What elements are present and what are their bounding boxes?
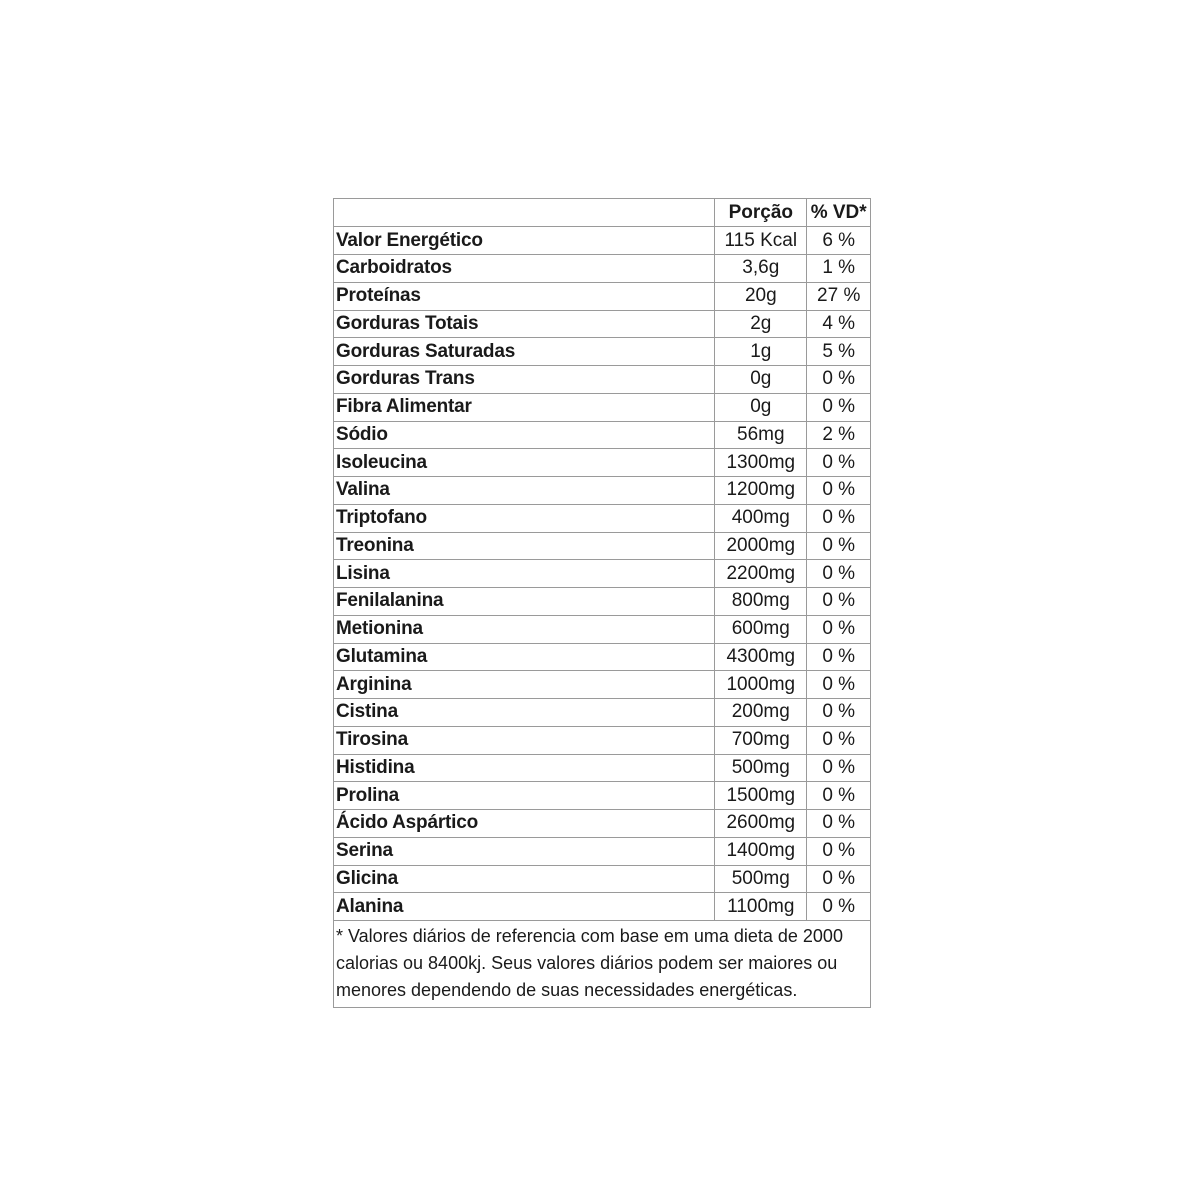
nutrition-facts-table — [333, 198, 871, 1008]
table-row — [334, 810, 870, 838]
table-row — [334, 227, 870, 255]
table-row — [334, 671, 870, 699]
nutrient-name: Metionina — [334, 615, 715, 643]
nutrient-name: Carboidratos — [334, 255, 715, 283]
nutrient-daily-value: 0 % — [807, 366, 870, 394]
nutrient-name: Sódio — [334, 421, 715, 449]
nutrient-daily-value: 0 % — [807, 393, 870, 421]
nutrient-name: Serina — [334, 837, 715, 865]
table-row — [334, 865, 870, 893]
nutrient-portion: 115 Kcal — [715, 227, 807, 255]
table-row — [334, 699, 870, 727]
nutrient-daily-value: 6 % — [807, 227, 870, 255]
nutrient-portion: 1200mg — [715, 477, 807, 505]
table-row — [334, 477, 870, 505]
nutrient-portion: 2g — [715, 310, 807, 338]
nutrient-daily-value: 0 % — [807, 810, 870, 838]
nutrient-daily-value: 0 % — [807, 449, 870, 477]
nutrient-portion: 56mg — [715, 421, 807, 449]
nutrient-name: Prolina — [334, 782, 715, 810]
nutrient-name: Lisina — [334, 560, 715, 588]
nutrient-daily-value: 0 % — [807, 837, 870, 865]
nutrient-name: Ácido Aspártico — [334, 810, 715, 838]
nutrient-portion: 2000mg — [715, 532, 807, 560]
header-nutrient — [334, 199, 715, 227]
table-row — [334, 837, 870, 865]
nutrient-daily-value: 0 % — [807, 643, 870, 671]
nutrient-portion: 0g — [715, 366, 807, 394]
nutrient-portion: 1000mg — [715, 671, 807, 699]
nutrient-daily-value: 2 % — [807, 421, 870, 449]
table-row — [334, 588, 870, 616]
nutrient-name: Fenilalanina — [334, 588, 715, 616]
nutrient-name: Alanina — [334, 893, 715, 921]
nutrient-daily-value: 0 % — [807, 477, 870, 505]
table-row — [334, 449, 870, 477]
nutrient-name: Proteínas — [334, 282, 715, 310]
nutrient-portion: 1100mg — [715, 893, 807, 921]
table-row — [334, 338, 870, 366]
table-row — [334, 393, 870, 421]
nutrient-name: Glicina — [334, 865, 715, 893]
table-row — [334, 282, 870, 310]
nutrient-daily-value: 4 % — [807, 310, 870, 338]
nutrient-daily-value: 0 % — [807, 588, 870, 616]
table-body — [334, 227, 870, 921]
nutrient-daily-value: 0 % — [807, 615, 870, 643]
footnote: * Valores diários de referencia com base em uma dieta de 2000 calorias ou 8400kj. Seus valores diários podem ser maiores ou menores dependendo de suas necessidades energéticas. — [336, 926, 843, 1000]
nutrient-daily-value: 0 % — [807, 726, 870, 754]
nutrient-name: Gorduras Trans — [334, 366, 715, 394]
table-row — [334, 421, 870, 449]
nutrient-portion: 1g — [715, 338, 807, 366]
nutrient-name: Treonina — [334, 532, 715, 560]
nutrient-name: Gorduras Saturadas — [334, 338, 715, 366]
nutrient-daily-value: 0 % — [807, 671, 870, 699]
nutrient-portion: 500mg — [715, 865, 807, 893]
nutrient-portion: 800mg — [715, 588, 807, 616]
nutrient-portion: 700mg — [715, 726, 807, 754]
nutrient-portion: 4300mg — [715, 643, 807, 671]
table-row — [334, 643, 870, 671]
nutrient-name: Histidina — [334, 754, 715, 782]
nutrient-name: Valor Energético — [334, 227, 715, 255]
nutrient-name: Gorduras Totais — [334, 310, 715, 338]
nutrient-daily-value: 0 % — [807, 504, 870, 532]
nutrient-portion: 2600mg — [715, 810, 807, 838]
nutrient-name: Cistina — [334, 699, 715, 727]
nutrient-portion: 600mg — [715, 615, 807, 643]
table-row — [334, 560, 870, 588]
nutrient-daily-value: 27 % — [807, 282, 870, 310]
table-row — [334, 310, 870, 338]
table-row — [334, 726, 870, 754]
nutrient-name: Glutamina — [334, 643, 715, 671]
nutrient-portion: 400mg — [715, 504, 807, 532]
table-row — [334, 532, 870, 560]
nutrient-portion: 2200mg — [715, 560, 807, 588]
header-portion: Porção — [715, 199, 807, 227]
nutrient-name: Valina — [334, 477, 715, 505]
nutrient-portion: 20g — [715, 282, 807, 310]
table-row — [334, 366, 870, 394]
nutrient-daily-value: 0 % — [807, 782, 870, 810]
nutrient-daily-value: 0 % — [807, 893, 870, 921]
nutrient-portion: 3,6g — [715, 255, 807, 283]
table-row — [334, 255, 870, 283]
table-header-row — [334, 199, 870, 227]
nutrient-daily-value: 5 % — [807, 338, 870, 366]
table-row — [334, 754, 870, 782]
table-row — [334, 782, 870, 810]
nutrient-name: Fibra Alimentar — [334, 393, 715, 421]
nutrient-daily-value: 0 % — [807, 560, 870, 588]
nutrient-name: Tirosina — [334, 726, 715, 754]
nutrient-portion: 500mg — [715, 754, 807, 782]
nutrient-daily-value: 0 % — [807, 532, 870, 560]
nutrient-name: Arginina — [334, 671, 715, 699]
header-daily-value: % VD* — [807, 199, 870, 227]
table-row — [334, 893, 870, 921]
nutrient-name: Isoleucina — [334, 449, 715, 477]
nutrient-portion: 200mg — [715, 699, 807, 727]
nutrient-daily-value: 0 % — [807, 754, 870, 782]
nutrient-portion: 1300mg — [715, 449, 807, 477]
nutrition-table — [334, 199, 870, 921]
nutrient-portion: 0g — [715, 393, 807, 421]
nutrient-daily-value: 0 % — [807, 865, 870, 893]
nutrient-daily-value: 1 % — [807, 255, 870, 283]
table-row — [334, 504, 870, 532]
nutrient-name: Triptofano — [334, 504, 715, 532]
nutrient-portion: 1500mg — [715, 782, 807, 810]
nutrient-daily-value: 0 % — [807, 699, 870, 727]
nutrient-portion: 1400mg — [715, 837, 807, 865]
table-row — [334, 615, 870, 643]
